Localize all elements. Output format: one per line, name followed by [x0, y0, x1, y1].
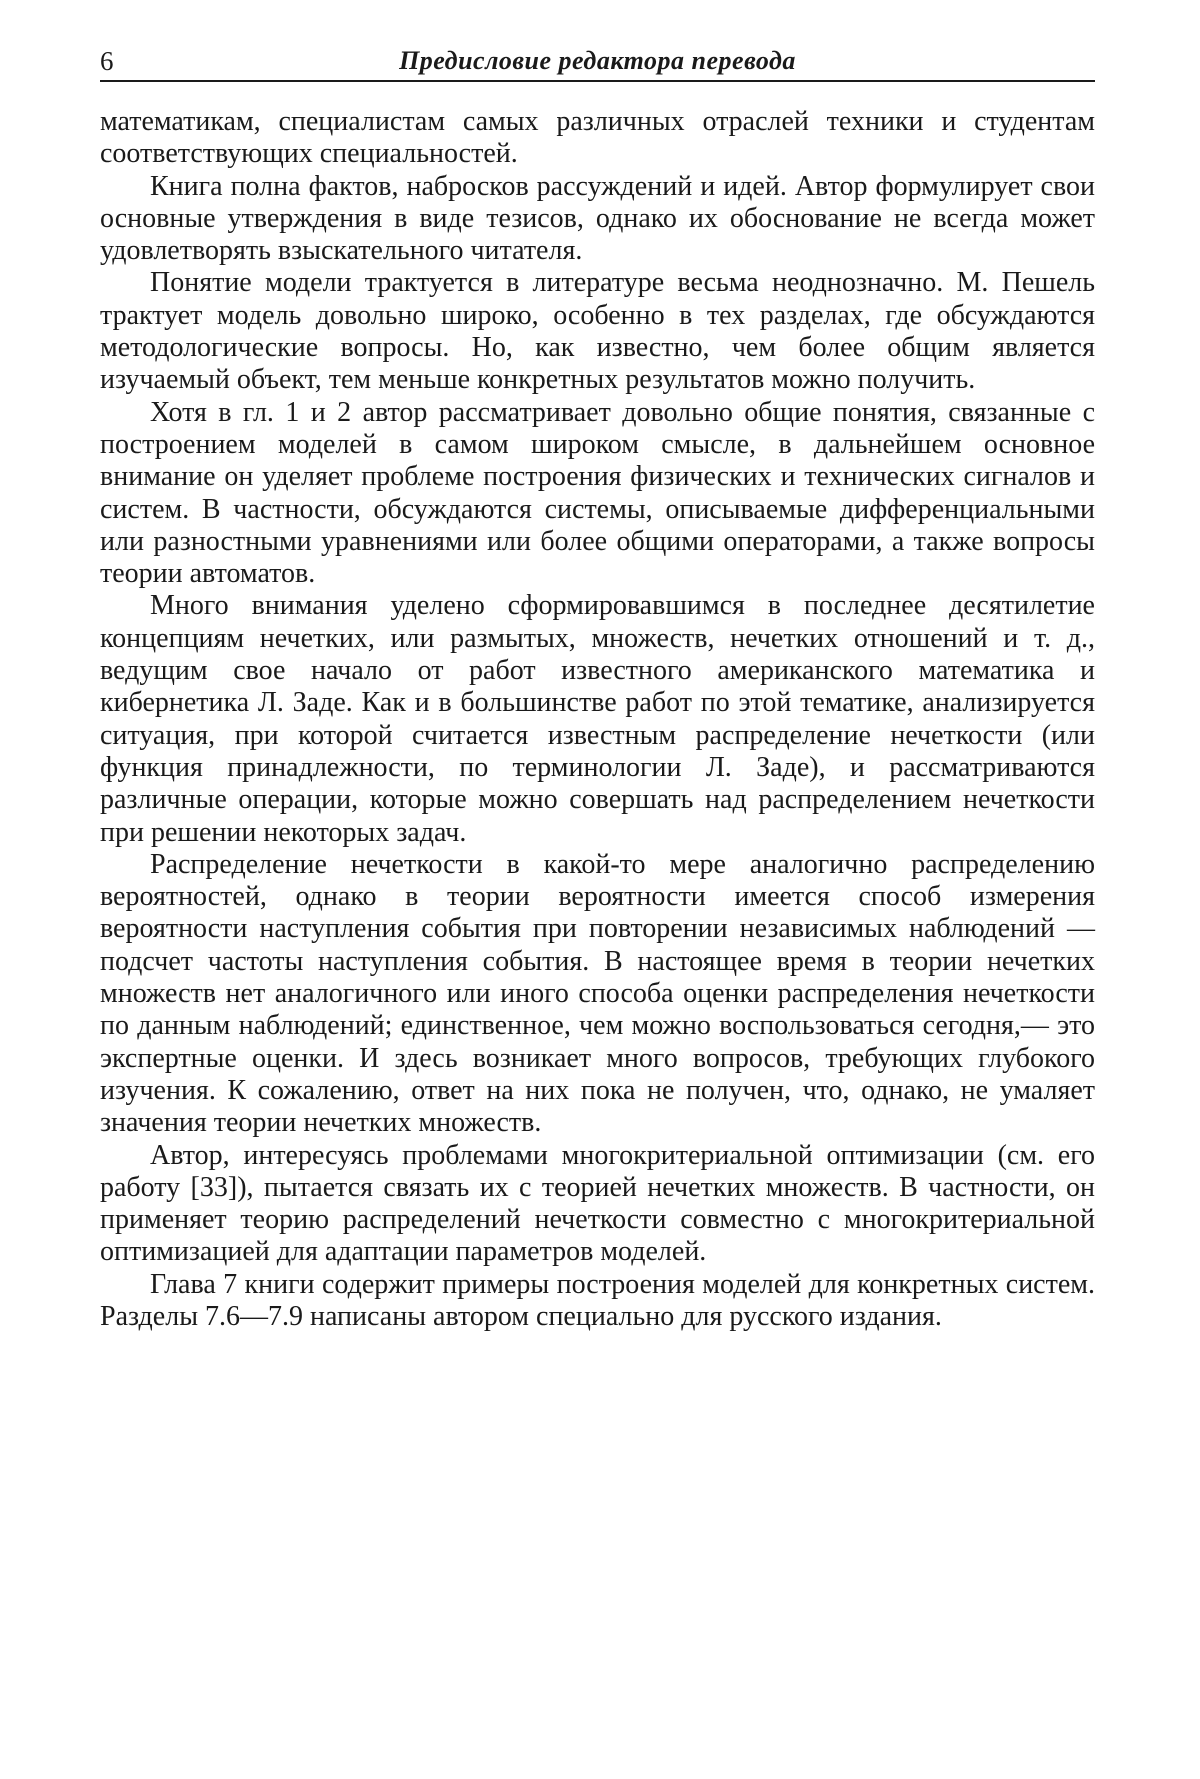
paragraph: Распределение нечеткости в какой-то мере аналогично распределению вероятностей, однако в теории вероятности имеется способ измерения вероятности наступления события при повторении независимых наблюдений — подсчет частоты наступления события. В настоящее время в теории нечетких множеств нет аналогичного или иного способа оценки распределения нечеткости по данным наблюдений; единственное, чем можно воспользоваться сегодня,— это экспертные оценки. И здесь возникает много вопросов, требующих глубокого изучения. К сожалению, ответ на них пока не получен, что, однако, не умаляет значения теории нечетких множеств.: [100, 848, 1095, 1139]
paragraph: Книга полна фактов, набросков рассуждений и идей. Автор формулирует свои основные утверждения в виде тезисов, однако их обоснование не всегда может удовлетворять взыскательного читателя.: [100, 170, 1095, 267]
running-title: Предисловие редактора перевода: [399, 46, 796, 75]
paragraph: Автор, интересуясь проблемами многокритериальной оптимизации (см. его работу [33]), пытается связать их с теорией нечетких множеств. В частности, он применяет теорию распределений нечеткости совместно с многокритериальной оптимизацией для адаптации параметров моделей.: [100, 1139, 1095, 1268]
body-text: [100, 106, 1095, 1333]
paragraph-continuation: математикам, специалистам самых различных отраслей техники и студентам соответствующих специальностей.: [100, 106, 1095, 170]
page-number: 6: [100, 46, 114, 76]
running-head: [100, 38, 1095, 84]
paragraph: Много внимания уделено сформировавшимся в последнее десятилетие концепциям нечетких, или размытых, множеств, нечетких отношений и т. д., ведущим свое начало от работ известного американского математика и кибернетика Л. Заде. Как и в большинстве работ по этой тематике, анализируется ситуация, при которой считается известным распределение нечеткости (или функция принадлежности, по терминологии Л. Заде), и рассматриваются различные операции, которые можно совершать над распределением нечеткости при решении некоторых задач.: [100, 590, 1095, 848]
paragraph: Понятие модели трактуется в литературе весьма неоднозначно. М. Пешель трактует модель довольно широко, особенно в тех разделах, где обсуждаются методологические вопросы. Но, как известно, чем более общим является изучаемый объект, тем меньше конкретных результатов можно получить.: [100, 267, 1095, 396]
header-rule: [100, 80, 1095, 82]
paragraph: Глава 7 книги содержит примеры построения моделей для конкретных систем. Разделы 7.6—7.9 написаны автором специально для русского издания.: [100, 1268, 1095, 1332]
paragraph: Хотя в гл. 1 и 2 автор рассматривает довольно общие понятия, связанные с построением моделей в самом широком смысле, в дальнейшем основное внимание он уделяет проблеме построения физических и технических сигналов и систем. В частности, обсуждаются системы, описываемые дифференциальными или разностными уравнениями или более общими операторами, а также вопросы теории автоматов.: [100, 396, 1095, 590]
